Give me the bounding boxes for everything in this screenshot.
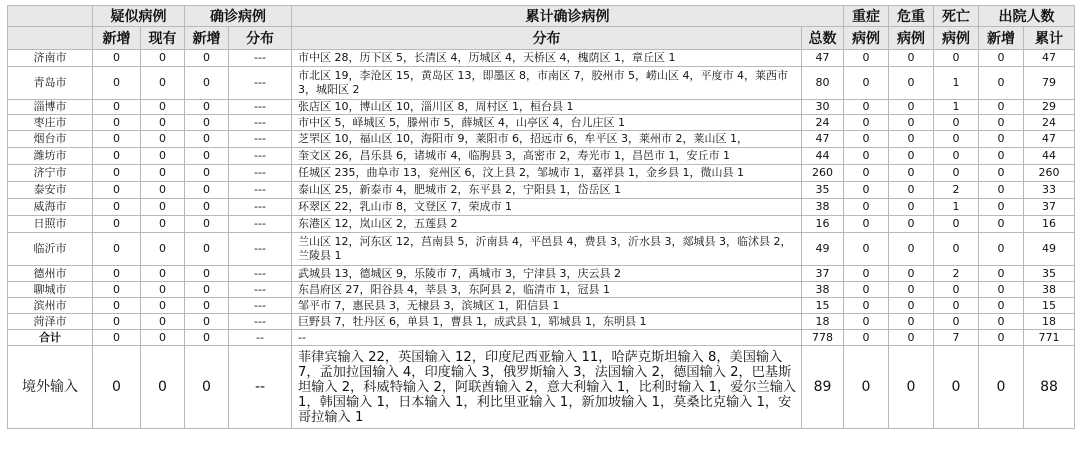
death-cell: 0 — [934, 233, 979, 266]
district-distribution-cell: 市北区 19，李沧区 15，黄岛区 13，即墨区 8，市南区 7，胶州市 5，崂山区 4，平度市 4，莱西市 3，城阳区 2 — [292, 67, 802, 100]
confirmed-distribution-cell: --- — [229, 282, 292, 298]
discharged-new-cell: 0 — [979, 346, 1024, 429]
city-cell: 济南市 — [8, 50, 93, 67]
header-confirmed: 确诊病例 — [185, 6, 292, 27]
confirmed-new-cell: 0 — [185, 233, 229, 266]
table-row — [8, 266, 1075, 282]
severe-cell: 0 — [844, 266, 889, 282]
district-distribution-cell: 泰山区 25，新泰市 4，肥城市 2，东平县 2，宁阳县 1，岱岳区 1 — [292, 182, 802, 199]
suspected-current-cell: 0 — [141, 216, 185, 233]
city-cell: 日照市 — [8, 216, 93, 233]
suspected-new-cell: 0 — [93, 148, 141, 165]
city-cell: 合计 — [8, 330, 93, 346]
discharged-new-cell: 0 — [979, 216, 1024, 233]
header-severe-bottom: 病例 — [844, 27, 889, 50]
death-cell: 1 — [934, 199, 979, 216]
discharged-total-cell: 29 — [1024, 100, 1075, 115]
death-cell: 0 — [934, 298, 979, 314]
critical-cell: 0 — [889, 346, 934, 429]
death-cell: 0 — [934, 115, 979, 131]
discharged-total-cell: 49 — [1024, 233, 1075, 266]
total-cell: 30 — [802, 100, 844, 115]
discharged-total-cell: 44 — [1024, 148, 1075, 165]
discharged-total-cell: 38 — [1024, 282, 1075, 298]
severe-cell: 0 — [844, 100, 889, 115]
discharged-total-cell: 37 — [1024, 199, 1075, 216]
critical-cell: 0 — [889, 131, 934, 148]
total-cell: 89 — [802, 346, 844, 429]
total-cell: 260 — [802, 165, 844, 182]
suspected-new-cell: 0 — [93, 165, 141, 182]
district-distribution-cell: 菲律宾输入 22，英国输入 12，印度尼西亚输入 11，哈萨克斯坦输入 8，美国输入 7，孟加拉国输入 4，印度输入 3，俄罗斯输入 3，法国输入 2，德国输入 2，巴基斯坦输入 2，科威特输入 2，阿联酋输入 2，意大利输入 1，比利时输入 1，爱尔兰输入 1，韩国输入 1，日本输入 1，利比里亚输入 1，新加坡输入 1，莫桑比克输入 1，安哥拉输入 1 — [292, 346, 802, 429]
header-critical-bottom: 病例 — [889, 27, 934, 50]
critical-cell: 0 — [889, 182, 934, 199]
discharged-new-cell: 0 — [979, 233, 1024, 266]
confirmed-distribution-cell: --- — [229, 314, 292, 330]
discharged-total-cell: 79 — [1024, 67, 1075, 100]
confirmed-new-cell: 0 — [185, 148, 229, 165]
table-row — [8, 314, 1075, 330]
suspected-current-cell: 0 — [141, 50, 185, 67]
confirmed-new-cell: 0 — [185, 100, 229, 115]
header-blank — [8, 6, 93, 27]
table-row — [8, 298, 1075, 314]
severe-cell: 0 — [844, 298, 889, 314]
discharged-new-cell: 0 — [979, 67, 1024, 100]
discharged-new-cell: 0 — [979, 314, 1024, 330]
suspected-current-cell: 0 — [141, 67, 185, 100]
death-cell: 1 — [934, 67, 979, 100]
district-distribution-cell: 邹平市 7，惠民县 3，无棣县 3，滨城区 1，阳信县 1 — [292, 298, 802, 314]
confirmed-distribution-cell: --- — [229, 216, 292, 233]
header-death-bottom: 病例 — [934, 27, 979, 50]
city-cell: 济宁市 — [8, 165, 93, 182]
discharged-new-cell: 0 — [979, 199, 1024, 216]
city-cell: 烟台市 — [8, 131, 93, 148]
confirmed-distribution-cell: --- — [229, 100, 292, 115]
death-cell: 0 — [934, 282, 979, 298]
table-row — [8, 182, 1075, 199]
suspected-current-cell: 0 — [141, 266, 185, 282]
discharged-new-cell: 0 — [979, 298, 1024, 314]
critical-cell: 0 — [889, 148, 934, 165]
death-cell: 0 — [934, 148, 979, 165]
suspected-new-cell: 0 — [93, 266, 141, 282]
header-discharged-new: 新增 — [979, 27, 1024, 50]
discharged-new-cell: 0 — [979, 100, 1024, 115]
confirmed-distribution-cell: --- — [229, 131, 292, 148]
critical-cell: 0 — [889, 266, 934, 282]
critical-cell: 0 — [889, 330, 934, 346]
confirmed-new-cell: 0 — [185, 330, 229, 346]
total-cell: 38 — [802, 282, 844, 298]
city-cell: 聊城市 — [8, 282, 93, 298]
total-cell: 47 — [802, 50, 844, 67]
confirmed-distribution-cell: -- — [229, 330, 292, 346]
table-row — [8, 50, 1075, 67]
severe-cell: 0 — [844, 233, 889, 266]
covid-statistics-table — [7, 5, 1075, 429]
suspected-new-cell: 0 — [93, 233, 141, 266]
total-cell: 44 — [802, 148, 844, 165]
discharged-new-cell: 0 — [979, 182, 1024, 199]
header-total: 总数 — [802, 27, 844, 50]
total-cell: 778 — [802, 330, 844, 346]
suspected-new-cell: 0 — [93, 50, 141, 67]
discharged-new-cell: 0 — [979, 330, 1024, 346]
city-cell: 滨州市 — [8, 298, 93, 314]
confirmed-distribution-cell: --- — [229, 298, 292, 314]
confirmed-new-cell: 0 — [185, 67, 229, 100]
discharged-total-cell: 33 — [1024, 182, 1075, 199]
table-body — [8, 50, 1075, 429]
confirmed-distribution-cell: --- — [229, 199, 292, 216]
discharged-new-cell: 0 — [979, 50, 1024, 67]
death-cell: 0 — [934, 314, 979, 330]
discharged-new-cell: 0 — [979, 165, 1024, 182]
discharged-total-cell: 15 — [1024, 298, 1075, 314]
header-severe-top: 重症 — [844, 6, 889, 27]
severe-cell: 0 — [844, 148, 889, 165]
suspected-current-cell: 0 — [141, 182, 185, 199]
suspected-current-cell: 0 — [141, 115, 185, 131]
header-cumulative-distribution: 分布 — [292, 27, 802, 50]
death-cell: 0 — [934, 216, 979, 233]
death-cell: 0 — [934, 346, 979, 429]
covid-statistics-table-container — [7, 5, 1075, 429]
city-cell: 泰安市 — [8, 182, 93, 199]
city-cell: 菏泽市 — [8, 314, 93, 330]
table-row — [8, 115, 1075, 131]
total-row — [8, 330, 1075, 346]
critical-cell: 0 — [889, 298, 934, 314]
table-row — [8, 148, 1075, 165]
header-discharged-total: 累计 — [1024, 27, 1075, 50]
city-cell: 境外输入 — [8, 346, 93, 429]
header-suspected: 疑似病例 — [93, 6, 185, 27]
suspected-new-cell: 0 — [93, 330, 141, 346]
confirmed-new-cell: 0 — [185, 216, 229, 233]
city-cell: 潍坊市 — [8, 148, 93, 165]
table-row — [8, 131, 1075, 148]
suspected-current-cell: 0 — [141, 199, 185, 216]
district-distribution-cell: 巨野县 7，牡丹区 6，单县 1，曹县 1，成武县 1，郓城县 1，东明县 1 — [292, 314, 802, 330]
severe-cell: 0 — [844, 330, 889, 346]
critical-cell: 0 — [889, 314, 934, 330]
total-cell: 35 — [802, 182, 844, 199]
discharged-total-cell: 18 — [1024, 314, 1075, 330]
confirmed-distribution-cell: --- — [229, 115, 292, 131]
suspected-new-cell: 0 — [93, 131, 141, 148]
suspected-new-cell: 0 — [93, 298, 141, 314]
confirmed-new-cell: 0 — [185, 266, 229, 282]
table-row — [8, 216, 1075, 233]
discharged-new-cell: 0 — [979, 148, 1024, 165]
death-cell: 0 — [934, 131, 979, 148]
city-cell: 淄博市 — [8, 100, 93, 115]
city-cell: 青岛市 — [8, 67, 93, 100]
critical-cell: 0 — [889, 216, 934, 233]
confirmed-distribution-cell: --- — [229, 148, 292, 165]
discharged-new-cell: 0 — [979, 131, 1024, 148]
death-cell: 0 — [934, 50, 979, 67]
confirmed-new-cell: 0 — [185, 115, 229, 131]
severe-cell: 0 — [844, 131, 889, 148]
suspected-current-cell: 0 — [141, 131, 185, 148]
suspected-current-cell: 0 — [141, 298, 185, 314]
suspected-current-cell: 0 — [141, 233, 185, 266]
total-cell: 80 — [802, 67, 844, 100]
suspected-new-cell: 0 — [93, 216, 141, 233]
confirmed-distribution-cell: --- — [229, 50, 292, 67]
table-row — [8, 282, 1075, 298]
severe-cell: 0 — [844, 314, 889, 330]
header-row-sub — [8, 27, 1075, 50]
header-critical-top: 危重 — [889, 6, 934, 27]
header-suspected-new: 新增 — [93, 27, 141, 50]
suspected-current-cell: 0 — [141, 165, 185, 182]
table-row — [8, 199, 1075, 216]
death-cell: 2 — [934, 182, 979, 199]
district-distribution-cell: 东昌府区 27，阳谷县 4，莘县 3，东阿县 2，临清市 1，冠县 1 — [292, 282, 802, 298]
critical-cell: 0 — [889, 199, 934, 216]
district-distribution-cell: -- — [292, 330, 802, 346]
confirmed-new-cell: 0 — [185, 199, 229, 216]
severe-cell: 0 — [844, 50, 889, 67]
table-row — [8, 165, 1075, 182]
confirmed-new-cell: 0 — [185, 298, 229, 314]
death-cell: 7 — [934, 330, 979, 346]
severe-cell: 0 — [844, 182, 889, 199]
severe-cell: 0 — [844, 115, 889, 131]
city-cell: 威海市 — [8, 199, 93, 216]
discharged-total-cell: 771 — [1024, 330, 1075, 346]
death-cell: 0 — [934, 165, 979, 182]
district-distribution-cell: 张店区 10，博山区 10，淄川区 8，周村区 1，桓台县 1 — [292, 100, 802, 115]
suspected-current-cell: 0 — [141, 330, 185, 346]
header-confirmed-new: 新增 — [185, 27, 229, 50]
district-distribution-cell: 芝罘区 10，福山区 10，海阳市 9，莱阳市 6，招远市 6，牟平区 3，莱州市 2，莱山区 1， — [292, 131, 802, 148]
table-header — [8, 6, 1075, 50]
suspected-new-cell: 0 — [93, 346, 141, 429]
district-distribution-cell: 武城县 13，德城区 9，乐陵市 7，禹城市 3，宁津县 3，庆云县 2 — [292, 266, 802, 282]
suspected-new-cell: 0 — [93, 199, 141, 216]
suspected-current-cell: 0 — [141, 346, 185, 429]
city-cell: 枣庄市 — [8, 115, 93, 131]
confirmed-distribution-cell: --- — [229, 67, 292, 100]
suspected-new-cell: 0 — [93, 314, 141, 330]
abroad-row — [8, 346, 1075, 429]
confirmed-new-cell: 0 — [185, 182, 229, 199]
discharged-total-cell: 260 — [1024, 165, 1075, 182]
total-cell: 24 — [802, 115, 844, 131]
total-cell: 16 — [802, 216, 844, 233]
discharged-total-cell: 35 — [1024, 266, 1075, 282]
header-death-top: 死亡 — [934, 6, 979, 27]
suspected-new-cell: 0 — [93, 115, 141, 131]
total-cell: 18 — [802, 314, 844, 330]
discharged-total-cell: 88 — [1024, 346, 1075, 429]
total-cell: 47 — [802, 131, 844, 148]
critical-cell: 0 — [889, 233, 934, 266]
confirmed-distribution-cell: -- — [229, 346, 292, 429]
suspected-current-cell: 0 — [141, 282, 185, 298]
severe-cell: 0 — [844, 346, 889, 429]
table-row — [8, 100, 1075, 115]
discharged-new-cell: 0 — [979, 115, 1024, 131]
severe-cell: 0 — [844, 282, 889, 298]
discharged-total-cell: 47 — [1024, 50, 1075, 67]
city-cell: 德州市 — [8, 266, 93, 282]
header-confirmed-distribution: 分布 — [229, 27, 292, 50]
suspected-current-cell: 0 — [141, 148, 185, 165]
suspected-new-cell: 0 — [93, 67, 141, 100]
district-distribution-cell: 任城区 235，曲阜市 13，兖州区 6，汶上县 2，邹城市 1，嘉祥县 1，金乡县 1，微山县 1 — [292, 165, 802, 182]
header-cumulative: 累计确诊病例 — [292, 6, 844, 27]
severe-cell: 0 — [844, 216, 889, 233]
header-discharged: 出院人数 — [979, 6, 1075, 27]
severe-cell: 0 — [844, 67, 889, 100]
suspected-current-cell: 0 — [141, 314, 185, 330]
confirmed-new-cell: 0 — [185, 282, 229, 298]
suspected-current-cell: 0 — [141, 100, 185, 115]
district-distribution-cell: 东港区 12，岚山区 2，五莲县 2 — [292, 216, 802, 233]
severe-cell: 0 — [844, 199, 889, 216]
confirmed-new-cell: 0 — [185, 314, 229, 330]
suspected-new-cell: 0 — [93, 282, 141, 298]
confirmed-distribution-cell: --- — [229, 233, 292, 266]
suspected-new-cell: 0 — [93, 100, 141, 115]
critical-cell: 0 — [889, 115, 934, 131]
confirmed-new-cell: 0 — [185, 50, 229, 67]
critical-cell: 0 — [889, 165, 934, 182]
table-row — [8, 233, 1075, 266]
total-cell: 37 — [802, 266, 844, 282]
header-row-top — [8, 6, 1075, 27]
severe-cell: 0 — [844, 165, 889, 182]
confirmed-new-cell: 0 — [185, 131, 229, 148]
district-distribution-cell: 市中区 28，历下区 5，长清区 4，历城区 4，天桥区 4，槐荫区 1，章丘区 1 — [292, 50, 802, 67]
discharged-new-cell: 0 — [979, 266, 1024, 282]
confirmed-distribution-cell: --- — [229, 182, 292, 199]
header-blank-sub — [8, 27, 93, 50]
death-cell: 2 — [934, 266, 979, 282]
confirmed-new-cell: 0 — [185, 165, 229, 182]
total-cell: 38 — [802, 199, 844, 216]
district-distribution-cell: 奎文区 26，昌乐县 6，诸城市 4，临朐县 3，高密市 2，寿光市 1，昌邑市 1，安丘市 1 — [292, 148, 802, 165]
critical-cell: 0 — [889, 282, 934, 298]
confirmed-distribution-cell: --- — [229, 165, 292, 182]
discharged-new-cell: 0 — [979, 282, 1024, 298]
city-cell: 临沂市 — [8, 233, 93, 266]
suspected-new-cell: 0 — [93, 182, 141, 199]
critical-cell: 0 — [889, 50, 934, 67]
confirmed-new-cell: 0 — [185, 346, 229, 429]
total-cell: 15 — [802, 298, 844, 314]
district-distribution-cell: 环翠区 22，乳山市 8，文登区 7，荣成市 1 — [292, 199, 802, 216]
total-cell: 49 — [802, 233, 844, 266]
discharged-total-cell: 47 — [1024, 131, 1075, 148]
discharged-total-cell: 24 — [1024, 115, 1075, 131]
critical-cell: 0 — [889, 100, 934, 115]
discharged-total-cell: 16 — [1024, 216, 1075, 233]
critical-cell: 0 — [889, 67, 934, 100]
district-distribution-cell: 兰山区 12，河东区 12，莒南县 5，沂南县 4，平邑县 4，费县 3，沂水县 3，郯城县 3，临沭县 2，兰陵县 1 — [292, 233, 802, 266]
confirmed-distribution-cell: --- — [229, 266, 292, 282]
district-distribution-cell: 市中区 5，峄城区 5，滕州市 5，薛城区 4，山亭区 4，台儿庄区 1 — [292, 115, 802, 131]
death-cell: 1 — [934, 100, 979, 115]
header-suspected-current: 现有 — [141, 27, 185, 50]
table-row — [8, 67, 1075, 100]
